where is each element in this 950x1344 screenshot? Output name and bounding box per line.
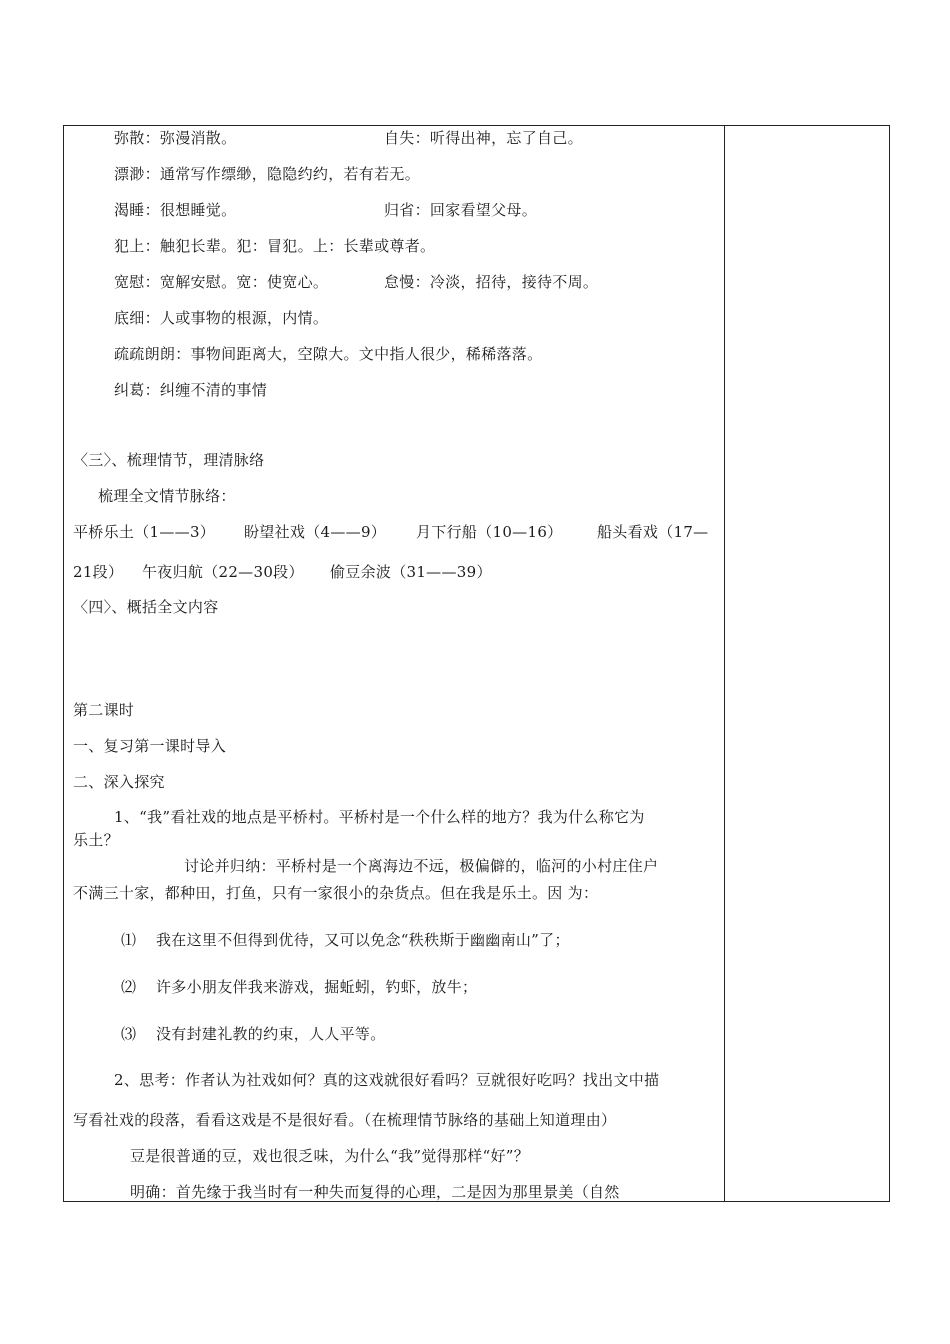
vocab-item: 犯上：触犯长辈。犯：冒犯。上：长辈或尊者。 [114, 237, 436, 255]
question-text: 豆是很普通的豆，戏也很乏味，为什么“我”觉得那样“好”？ [130, 1147, 530, 1165]
column-divider [724, 125, 725, 1202]
vocab-item: 怠慢：冷淡，招待，接待不周。 [384, 273, 599, 291]
answer-text: 明确：首先缘于我当时有一种失而复得的心理，二是因为那里景美（自然 [130, 1183, 620, 1201]
plot-item: 21段） [73, 563, 124, 581]
reason-number: ⑵ [121, 978, 137, 996]
section-heading: 〈三〉、梳理情节，理清脉络 [73, 451, 265, 469]
vocab-item: 归省：回家看望父母。 [384, 201, 538, 219]
lesson-step: 一、复习第一课时导入 [73, 737, 227, 755]
vocab-item: 漂渺：通常写作缥缈，隐隐约约，若有若无。 [114, 165, 421, 183]
question-text: 2、思考：作者认为社戏如何？真的这戏就很好看吗？豆就很好吃吗？找出文中描 [114, 1071, 660, 1089]
vocab-item: 底细：人或事物的根源，内情。 [114, 309, 329, 327]
plot-item: 盼望社戏（4——9） [244, 523, 387, 541]
plot-item: 平桥乐土（1——3） [73, 523, 216, 541]
vocab-item: 渴睡：很想睡觉。 [114, 201, 237, 219]
vocab-item: 纠葛：纠缠不清的事情 [114, 381, 268, 399]
reason-text: 许多小朋友伴我来游戏，掘蚯蚓，钓虾，放牛； [156, 978, 478, 996]
lesson-title: 第二课时 [73, 701, 135, 719]
reason-text: 没有封建礼教的约束，人人平等。 [156, 1025, 386, 1043]
section-heading: 〈四〉、概括全文内容 [73, 598, 219, 616]
reason-number: ⑶ [121, 1025, 137, 1043]
plot-item: 月下行船（10—16） [416, 523, 563, 541]
vocab-item: 弥散：弥漫消散。 [114, 129, 237, 147]
discussion-text: 讨论并归纳：平桥村是一个离海边不远，极偏僻的，临河的小村庄住户 [184, 857, 659, 875]
question-text: 乐土？ [73, 831, 119, 849]
question-text: 1、“我”看社戏的地点是平桥村。平桥村是一个什么样的地方？我为什么称它为 [114, 808, 645, 826]
plot-item: 偷豆余波（31——39） [330, 563, 492, 581]
plot-item: 船头看戏（17— [597, 523, 709, 541]
vocab-item: 宽慰：宽解安慰。宽：使宽心。 [114, 273, 329, 291]
lesson-step: 二、深入探究 [73, 773, 165, 791]
reason-text: 我在这里不但得到优待，又可以免念“秩秩斯于幽幽南山”了； [156, 931, 570, 949]
question-text: 写看社戏的段落，看看这戏是不是很好看。（在梳理情节脉络的基础上知道理由） [73, 1111, 617, 1129]
reason-number: ⑴ [121, 931, 137, 949]
discussion-text: 不满三十家，都种田，打鱼，只有一家很小的杂货点。但在我是乐土。因 为： [73, 884, 599, 902]
vocab-item: 自失：听得出神，忘了自己。 [384, 129, 583, 147]
plot-item: 午夜归航（22—30段） [142, 563, 304, 581]
vocab-item: 疏疏朗朗：事物间距离大，空隙大。文中指人很少，稀稀落落。 [114, 345, 543, 363]
section-intro: 梳理全文情节脉络： [98, 487, 236, 505]
